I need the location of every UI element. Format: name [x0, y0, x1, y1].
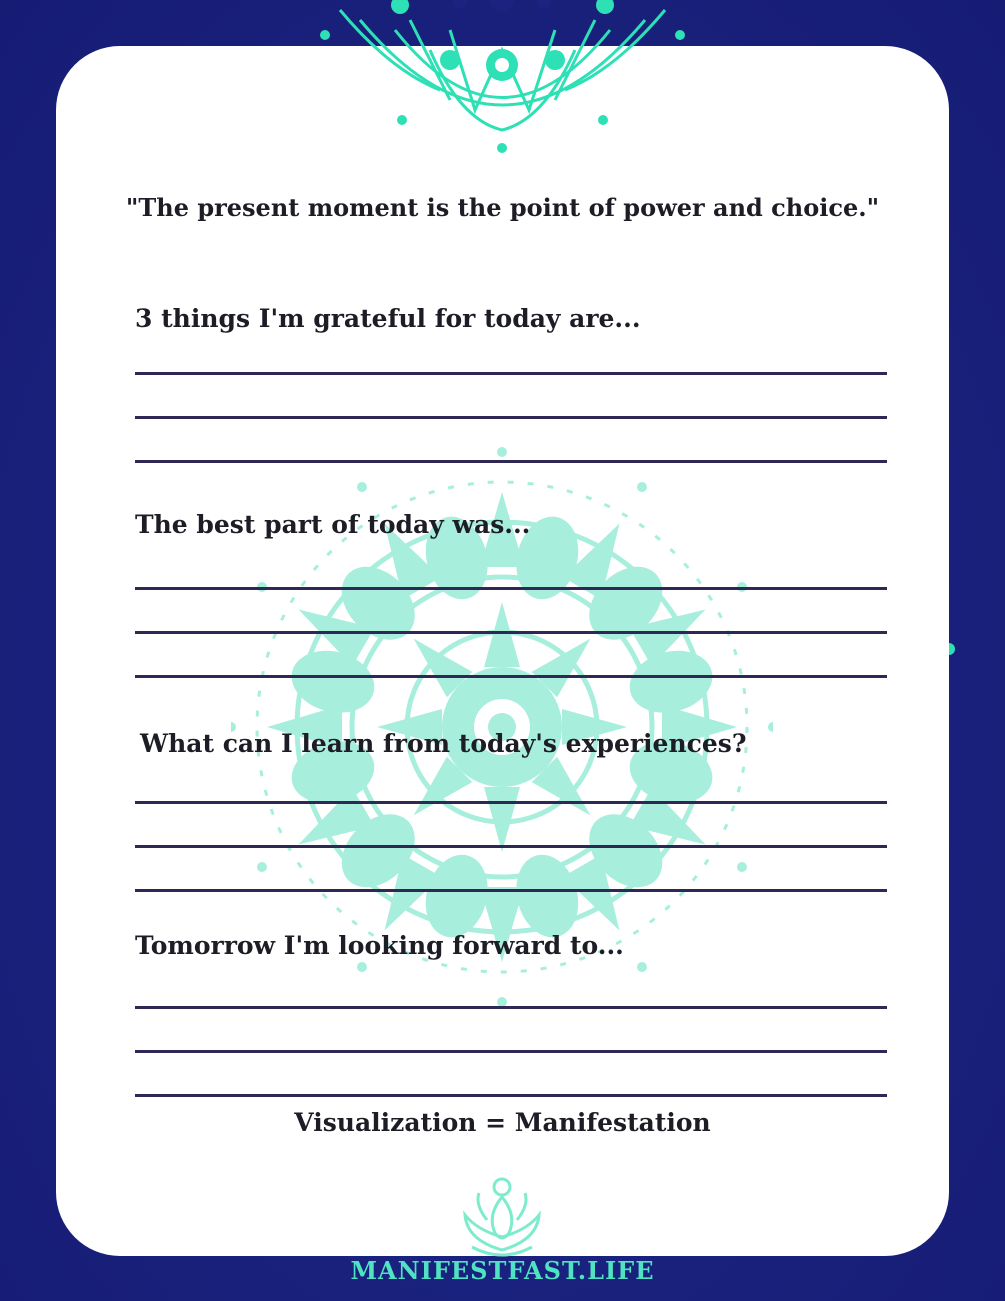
writing-line[interactable] [135, 1050, 887, 1053]
prompt-grateful: 3 things I'm grateful for today are... [135, 304, 641, 333]
writing-line[interactable] [135, 1006, 887, 1009]
prompt-best-part: The best part of today was... [135, 510, 531, 539]
quote-text: "The present moment is the point of power and choice." [125, 193, 880, 222]
lotus-meditation-icon [457, 1175, 547, 1260]
writing-line[interactable] [135, 587, 887, 590]
prompt-learn: What can I learn from today's experiences? [140, 729, 747, 758]
writing-line[interactable] [135, 889, 887, 892]
brand-website[interactable]: MANIFESTFAST.LIFE [350, 1256, 655, 1285]
writing-line[interactable] [135, 845, 887, 848]
prompt-tomorrow: Tomorrow I'm looking forward to... [135, 931, 624, 960]
writing-line[interactable] [135, 1094, 887, 1097]
writing-line[interactable] [135, 675, 887, 678]
writing-line[interactable] [135, 372, 887, 375]
writing-line[interactable] [135, 460, 887, 463]
footer-slogan: Visualization = Manifestation [294, 1108, 711, 1137]
writing-line[interactable] [135, 631, 887, 634]
top-mandala-ornament [300, 0, 705, 160]
writing-line[interactable] [135, 801, 887, 804]
writing-line[interactable] [135, 416, 887, 419]
